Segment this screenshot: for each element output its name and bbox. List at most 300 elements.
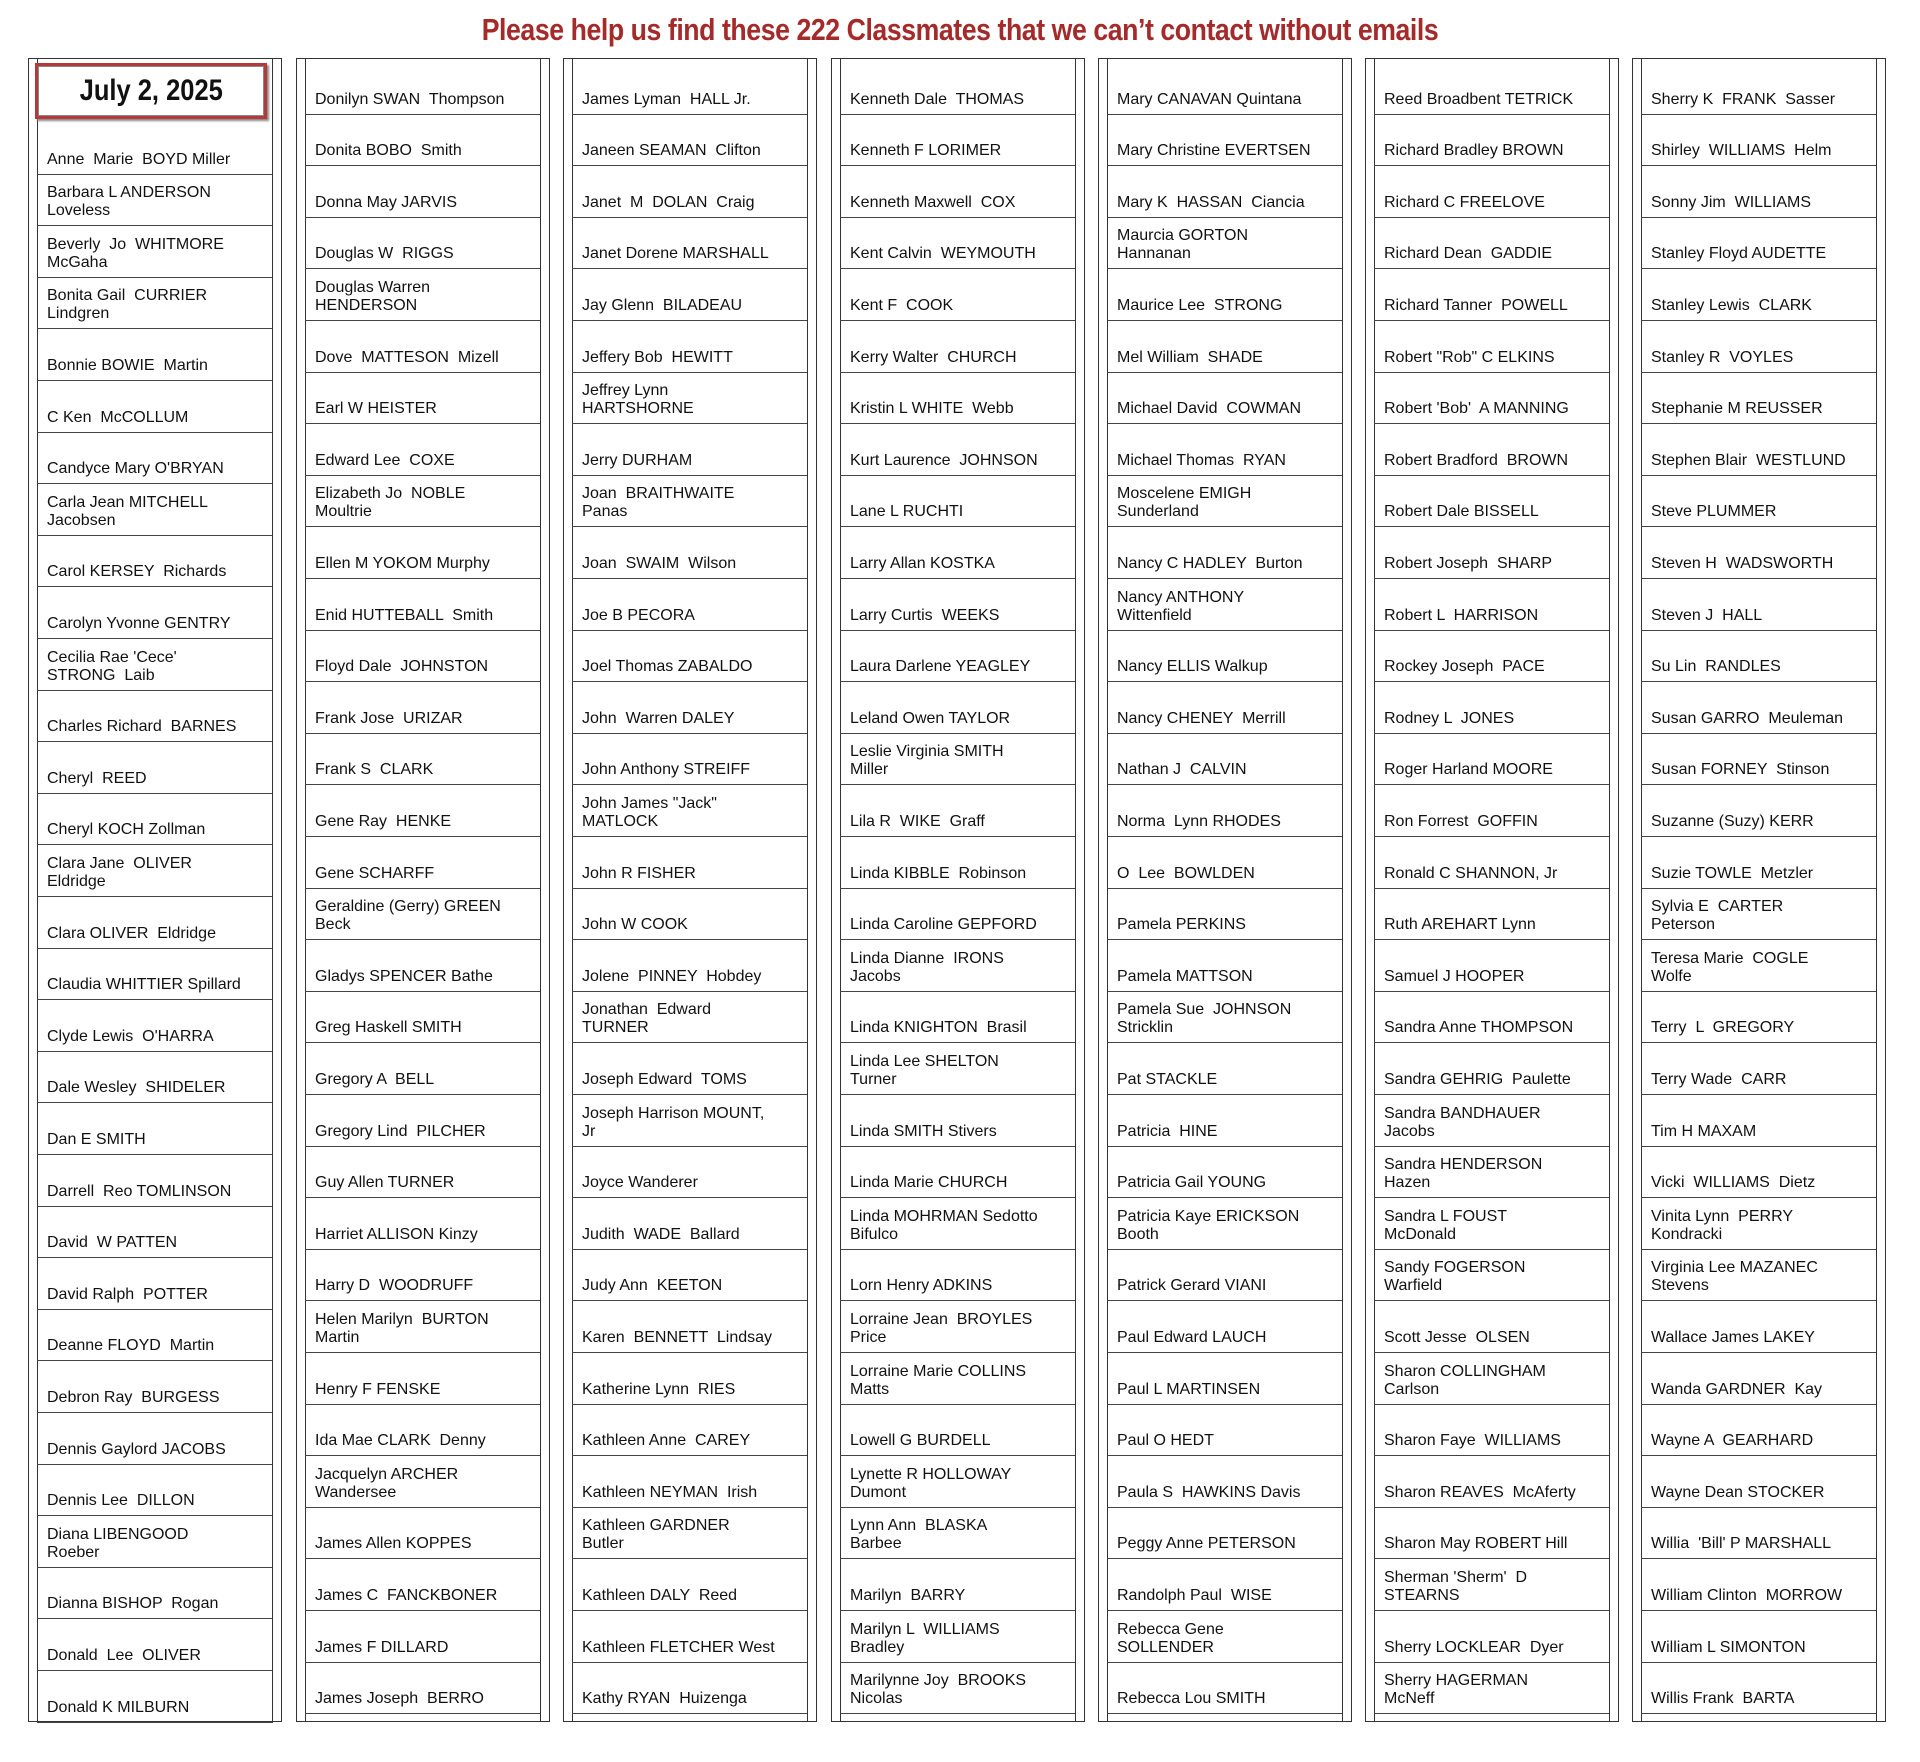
classmate-name-text: Clyde Lewis O'HARRA [47,1027,214,1045]
classmate-name [840,166,1076,218]
classmate-name-text: Norma Lynn RHODES [1117,812,1281,830]
classmate-name [572,1043,808,1095]
classmate-name [840,476,1076,528]
classmate-name [1107,1663,1343,1715]
classmate-name [1641,1353,1877,1405]
classmate-name [1374,579,1610,631]
classmate-name [305,476,541,528]
classmate-name-text: Joyce Wanderer [582,1174,698,1192]
classmate-name-text: William L SIMONTON [1651,1638,1806,1656]
classmate-name [1107,1095,1343,1147]
classmate-name [840,1198,1076,1250]
classmate-name [572,734,808,786]
classmate-name-text: Gene SCHARFF [315,864,435,882]
classmate-name-text: Ellen M YOKOM Murphy [315,554,490,572]
classmate-name-text: Helen Marilyn BURTON Martin [315,1310,489,1346]
classmate-name-text: Lynn Ann BLASKA Barbee [850,1517,988,1553]
classmate-name [840,837,1076,889]
classmate-name-text: Judith WADE Ballard [582,1225,740,1243]
classmate-name [572,424,808,476]
classmate-name-text: Suzanne (Suzy) KERR [1651,812,1814,830]
classmate-name [1107,476,1343,528]
classmate-name-text: Jolene PINNEY Hobdey [582,967,762,985]
classmate-name [1107,166,1343,218]
classmate-name-text: Paul L MARTINSEN [1117,1380,1261,1398]
classmate-name [1107,837,1343,889]
classmate-name-text: Jacquelyn ARCHER Wandersee [315,1465,459,1501]
classmate-name [37,1207,273,1259]
classmate-name [1641,785,1877,837]
classmate-name [1107,1301,1343,1353]
classmate-name-text: Carla Jean MITCHELL Jacobsen [47,493,208,529]
classmate-name [1374,115,1610,167]
classmate-name-text: Sharon COLLINGHAM Carlson [1384,1362,1546,1398]
classmate-name-text: Samuel J HOOPER [1384,967,1525,985]
classmate-name [1107,682,1343,734]
classmate-name-text: Larry Allan KOSTKA [850,554,995,572]
classmate-name [1641,579,1877,631]
classmate-name [305,1456,541,1508]
classmate-name [1107,734,1343,786]
classmate-name [572,889,808,941]
classmate-name [572,785,808,837]
classmate-name [840,1250,1076,1302]
classmate-name [840,889,1076,941]
classmate-name-text: Terry Wade CARR [1651,1070,1787,1088]
classmate-name-text: Michael David COWMAN [1117,400,1302,418]
classmate-name-text: Stephanie M REUSSER [1651,400,1823,418]
classmate-name [1374,1147,1610,1199]
classmate-name [1641,218,1877,270]
classmate-name [37,1619,273,1671]
classmate-name-text: Karen BENNETT Lindsay [582,1328,773,1346]
page-title: Please help us find these 222 Classmates that we can’t contact without emails [481,12,1439,47]
classmate-name-text: Paul Edward LAUCH [1117,1328,1267,1346]
classmate-name [1374,785,1610,837]
classmate-name-text: Donna May JARVIS [315,193,457,211]
classmate-name [572,1301,808,1353]
classmate-name-text: Jonathan Edward TURNER [582,1001,711,1037]
classmate-name [1374,1353,1610,1405]
classmate-name [840,527,1076,579]
classmate-name-text: Nancy ANTHONY Wittenfield [1117,588,1245,624]
classmate-name-text: Paul O HEDT [1117,1432,1214,1450]
classmate-name [1107,269,1343,321]
classmate-name-text: Edward Lee COXE [315,451,455,469]
classmate-name-text: Steve PLUMMER [1651,503,1777,521]
classmate-name [572,1147,808,1199]
classmate-name-text: Donita BOBO Smith [315,142,462,160]
classmate-name-text: Pat STACKLE [1117,1070,1218,1088]
classmate-name [1374,1508,1610,1560]
classmate-name [305,1043,541,1095]
classmate-name-text: Lila R WIKE Graff [850,812,985,830]
classmate-name [572,1663,808,1715]
classmate-name-text: Sandra HENDERSON Hazen [1384,1156,1543,1192]
classmate-name-text: Claudia WHITTIER Spillard [47,976,241,994]
classmate-name [572,1353,808,1405]
classmate-name-text: Linda SMITH Stivers [850,1122,997,1140]
classmate-name-text: Harriet ALLISON Kinzy [315,1225,478,1243]
classmate-name-text: Kathleen GARDNER Butler [582,1517,730,1553]
classmate-name [1374,321,1610,373]
classmate-name [1641,1095,1877,1147]
classmate-name [1107,1043,1343,1095]
classmate-name-text: James Lyman HALL Jr. [582,90,751,108]
classmate-name [1641,166,1877,218]
classmate-name-text: John R FISHER [582,864,696,882]
classmate-name [840,992,1076,1044]
classmate-name-text: Bonita Gail CURRIER Lindgren [47,287,208,323]
classmate-name-text: Linda Lee SHELTON Turner [850,1052,999,1088]
classmate-name-text: Dennis Gaylord JACOBS [47,1440,226,1458]
classmate-name [1107,1353,1343,1405]
classmate-name [1107,1250,1343,1302]
classmate-name [840,424,1076,476]
classmate-name-text: Donald Lee OLIVER [47,1646,201,1664]
classmate-name-text: Charles Richard BARNES [47,718,237,736]
classmate-name-text: Kenneth F LORIMER [850,142,1002,160]
classmate-name-text: Gregory Lind PILCHER [315,1122,486,1140]
classmate-name [37,1155,273,1207]
classmate-name [1641,1198,1877,1250]
classmate-name-text: Rebecca Lou SMITH [1117,1690,1266,1708]
classmate-name-text: Rockey Joseph PACE [1384,658,1545,676]
classmate-name [37,794,273,846]
classmate-name-text: Cecilia Rae 'Cece' STRONG Laib [47,648,177,684]
classmate-name-text: Reed Broadbent TETRICK [1384,90,1574,108]
classmate-name [840,734,1076,786]
classmate-name [1374,373,1610,425]
classmate-name-text: Paula S HAWKINS Davis [1117,1483,1301,1501]
classmate-name [37,381,273,433]
classmate-name [37,587,273,639]
classmate-name [1374,1611,1610,1663]
classmate-name-text: Gladys SPENCER Bathe [315,967,493,985]
classmate-name-text: Nancy ELLIS Walkup [1117,658,1268,676]
classmate-name-text: Elizabeth Jo NOBLE Moultrie [315,485,466,521]
classmate-name-text: Lane L RUCHTI [850,503,964,521]
classmate-name-text: Linda KIBBLE Robinson [850,864,1027,882]
name-column-6 [1365,58,1619,1722]
classmate-name [1374,1405,1610,1457]
classmate-name-text: Laura Darlene YEAGLEY [850,658,1031,676]
classmate-name [37,845,273,897]
classmate-name [1374,527,1610,579]
classmate-name-text: Joe B PECORA [582,606,695,624]
classmate-name-text: Robert "Rob" C ELKINS [1384,348,1555,366]
classmate-name [305,837,541,889]
classmate-name [37,1465,273,1517]
classmate-name-text: Patricia Gail YOUNG [1117,1174,1267,1192]
classmate-name-text: Joel Thomas ZABALDO [582,658,753,676]
classmate-name-text: Stanley R VOYLES [1651,348,1794,366]
classmate-name-text: Roger Harland MOORE [1384,761,1553,779]
classmate-name-text: Tim H MAXAM [1651,1122,1757,1140]
classmate-name [572,1456,808,1508]
classmate-name [1641,1301,1877,1353]
classmate-name [1641,1508,1877,1560]
classmate-name-text: Kathleen NEYMAN Irish [582,1483,758,1501]
classmate-name-text: Linda Caroline GEPFORD [850,916,1037,934]
classmate-name-text: Maurcia GORTON Hannanan [1117,227,1248,263]
classmate-name-text: Vicki WILLIAMS Dietz [1651,1174,1816,1192]
classmate-name [572,115,808,167]
classmate-name-text: Pamela MATTSON [1117,967,1253,985]
classmate-name [305,269,541,321]
classmate-name [1107,940,1343,992]
classmate-name-text: Sonny Jim WILLIAMS [1651,193,1812,211]
classmate-name [1107,1611,1343,1663]
classmate-name [37,175,273,227]
classmate-name [840,373,1076,425]
classmate-name-text: Cheryl KOCH Zollman [47,821,206,839]
classmate-name [1641,940,1877,992]
classmate-name [37,1052,273,1104]
classmate-name-text: Janet Dorene MARSHALL [582,245,769,263]
classmate-name [572,1559,808,1611]
classmate-name-text: Linda KNIGHTON Brasil [850,1019,1027,1037]
classmate-name-text: Richard Dean GADDIE [1384,245,1553,263]
classmate-name [572,631,808,683]
classmate-name-text: Pamela Sue JOHNSON Stricklin [1117,1001,1292,1037]
classmate-name [840,1147,1076,1199]
classmate-name-text: Greg Haskell SMITH [315,1019,462,1037]
classmate-name [840,579,1076,631]
classmate-name-text: Janet M DOLAN Craig [582,193,755,211]
classmate-name-text: Gregory A BELL [315,1070,435,1088]
classmate-name [1374,837,1610,889]
classmate-name-text: Robert Joseph SHARP [1384,554,1553,572]
classmate-name-text: Rebecca Gene SOLLENDER [1117,1620,1224,1656]
classmate-name-text: Harry D WOODRUFF [315,1277,474,1295]
classmate-name [840,1043,1076,1095]
classmate-name [1374,734,1610,786]
classmate-name-text: James Allen KOPPES [315,1535,472,1553]
classmate-name-text: Sandra GEHRIG Paulette [1384,1070,1571,1088]
name-column-4 [831,58,1085,1722]
classmate-name [840,63,1076,115]
classmate-name-text: C Ken McCOLLUM [47,408,189,426]
classmate-name [572,992,808,1044]
classmate-name-text: Ronald C SHANNON, Jr [1384,864,1558,882]
classmate-name [305,1405,541,1457]
classmate-name [840,1405,1076,1457]
classmate-name [572,527,808,579]
date-text: July 2, 2025 [79,74,223,107]
classmate-name-text: Judy Ann KEETON [582,1277,723,1295]
classmate-name [1374,63,1610,115]
classmate-name [1107,63,1343,115]
classmate-name-text: Shirley WILLIAMS Helm [1651,142,1832,160]
classmate-name [37,1568,273,1620]
classmate-name-text: Steven J HALL [1651,606,1763,624]
classmate-name-text: Lorraine Jean BROYLES Price [850,1310,1033,1346]
classmate-name-text: Earl W HEISTER [315,400,437,418]
classmate-name-text: Sandra BANDHAUER Jacobs [1384,1104,1541,1140]
classmate-name-text: Dianna BISHOP Rogan [47,1595,219,1613]
classmate-name-text: Jeffrey Lynn HARTSHORNE [582,382,694,418]
classmate-name-text: Dove MATTESON Mizell [315,348,499,366]
classmate-name [1374,631,1610,683]
classmate-name-text: Su Lin RANDLES [1651,658,1781,676]
classmate-name-text: Larry Curtis WEEKS [850,606,1000,624]
classmate-name-text: William Clinton MORROW [1651,1586,1843,1604]
classmate-name [37,1413,273,1465]
date-label [35,63,267,119]
classmate-name-text: Joseph Harrison MOUNT, Jr [582,1104,765,1140]
classmate-name [37,1000,273,1052]
classmate-name-text: Barbara L ANDERSON Loveless [47,184,211,220]
classmate-name-text: Vinita Lynn PERRY Kondracki [1651,1207,1794,1243]
classmate-name-text: Kathy RYAN Huizenga [582,1690,747,1708]
classmate-name [840,682,1076,734]
classmate-name-text: Robert L HARRISON [1384,606,1539,624]
classmate-name-text: Geraldine (Gerry) GREEN Beck [315,898,501,934]
classmate-name [305,1095,541,1147]
classmate-name-text: Susan GARRO Meuleman [1651,709,1844,727]
classmate-name [572,63,808,115]
classmate-name-text: Clara OLIVER Eldridge [47,924,216,942]
classmate-name-text: Debron Ray BURGESS [47,1388,220,1406]
classmate-name [572,166,808,218]
classmate-name [305,1198,541,1250]
classmate-name-text: John Anthony STREIFF [582,761,751,779]
classmate-name-text: Nancy C HADLEY Burton [1117,554,1303,572]
classmate-name [1641,631,1877,683]
classmate-name [1107,889,1343,941]
classmate-name [305,424,541,476]
classmate-name [1107,631,1343,683]
classmate-name [572,373,808,425]
classmate-name-text: Marilynne Joy BROOKS Nicolas [850,1672,1027,1708]
classmate-name [1107,321,1343,373]
classmate-name [305,940,541,992]
classmate-name-text: Lynette R HOLLOWAY Dumont [850,1465,1012,1501]
classmate-name-text: James F DILLARD [315,1638,449,1656]
classmate-name-text: Nathan J CALVIN [1117,761,1247,779]
classmate-name [1107,527,1343,579]
classmate-name [1641,1559,1877,1611]
classmate-name [1641,476,1877,528]
classmate-name-text: Kent Calvin WEYMOUTH [850,245,1036,263]
classmate-name [840,631,1076,683]
classmate-name [1641,373,1877,425]
classmate-name [1641,1663,1877,1715]
classmate-name-text: Ruth AREHART Lynn [1384,916,1536,934]
classmate-name-text: Kenneth Dale THOMAS [850,90,1025,108]
classmate-name-text: James C FANCKBONER [315,1586,498,1604]
classmate-name [840,321,1076,373]
classmate-name [840,1301,1076,1353]
classmate-name-text: Scott Jesse OLSEN [1384,1328,1530,1346]
classmate-name [305,218,541,270]
classmate-name-text: Donald K MILBURN [47,1698,190,1716]
classmate-name [1107,1508,1343,1560]
classmate-name-text: Michael Thomas RYAN [1117,451,1286,469]
classmate-name-text: Douglas Warren HENDERSON [315,278,431,314]
classmate-name-text: Dennis Lee DILLON [47,1492,195,1510]
classmate-name [1641,992,1877,1044]
classmate-name [1107,1405,1343,1457]
classmate-name-text: John Warren DALEY [582,709,735,727]
classmate-name-text: John James "Jack" MATLOCK [582,794,717,830]
classmate-name-text: Joan BRAITHWAITE Panas [582,485,735,521]
classmate-name [305,734,541,786]
classmate-name [1107,1456,1343,1508]
classmate-name-text: Peggy Anne PETERSON [1117,1535,1296,1553]
classmate-name [1107,785,1343,837]
classmate-name-text: Patricia Kaye ERICKSON Booth [1117,1207,1300,1243]
classmate-name [1107,218,1343,270]
classmate-name-text: Teresa Marie COGLE Wolfe [1651,949,1809,985]
classmate-name [37,1103,273,1155]
name-column-5 [1098,58,1352,1722]
classmate-name-text: Pamela PERKINS [1117,916,1246,934]
classmate-name [572,476,808,528]
classmate-name [1641,1250,1877,1302]
classmate-name [305,785,541,837]
classmate-name [305,889,541,941]
classmate-name [1374,166,1610,218]
classmate-name-text: Kenneth Maxwell COX [850,193,1016,211]
classmate-name-text: Wanda GARDNER Kay [1651,1380,1823,1398]
name-column-1 [28,58,282,1722]
classmate-name-text: Willis Frank BARTA [1651,1690,1795,1708]
classmate-name-text: Sandra Anne THOMPSON [1384,1019,1574,1037]
classmate-name [572,1095,808,1147]
classmate-name [840,1611,1076,1663]
classmate-name-text: Robert Dale BISSELL [1384,503,1539,521]
classmate-name [1374,1663,1610,1715]
classmate-name [1374,1095,1610,1147]
classmate-name [37,484,273,536]
classmate-name [37,536,273,588]
classmate-name [572,1198,808,1250]
classmate-name [37,1361,273,1413]
classmate-name-text: Dan E SMITH [47,1130,146,1148]
classmate-name-text: Joan SWAIM Wilson [582,554,737,572]
classmate-name-text: Floyd Dale JOHNSTON [315,658,489,676]
classmate-name-text: Nancy CHENEY Merrill [1117,709,1286,727]
classmate-name [305,373,541,425]
classmate-name [1374,1456,1610,1508]
classmate-name-text: David Ralph POTTER [47,1285,208,1303]
classmate-name-text: Maurice Lee STRONG [1117,296,1283,314]
classmate-name [840,1559,1076,1611]
classmate-name [1374,992,1610,1044]
classmate-name-text: James Joseph BERRO [315,1690,484,1708]
classmate-name [1641,269,1877,321]
classmate-name-text: Kathleen FLETCHER West [582,1638,775,1656]
classmate-name-text: Jerry DURHAM [582,451,693,469]
classmate-name-text: Randolph Paul WISE [1117,1586,1272,1604]
classmate-name-text: Jay Glenn BILADEAU [582,296,743,314]
classmate-name-text: Carolyn Yvonne GENTRY [47,614,231,632]
classmate-name-text: Leland Owen TAYLOR [850,709,1011,727]
classmate-name-text: Dale Wesley SHIDELER [47,1079,226,1097]
classmate-name [572,837,808,889]
classmate-name [572,1611,808,1663]
classmate-name [1107,579,1343,631]
classmate-name [1641,63,1877,115]
classmate-name [1641,1147,1877,1199]
classmate-name-text: Lowell G BURDELL [850,1432,991,1450]
classmate-name-text: Kent F COOK [850,296,954,314]
classmate-name [37,897,273,949]
classmate-name [305,1559,541,1611]
classmate-name-text: Mel William SHADE [1117,348,1263,366]
